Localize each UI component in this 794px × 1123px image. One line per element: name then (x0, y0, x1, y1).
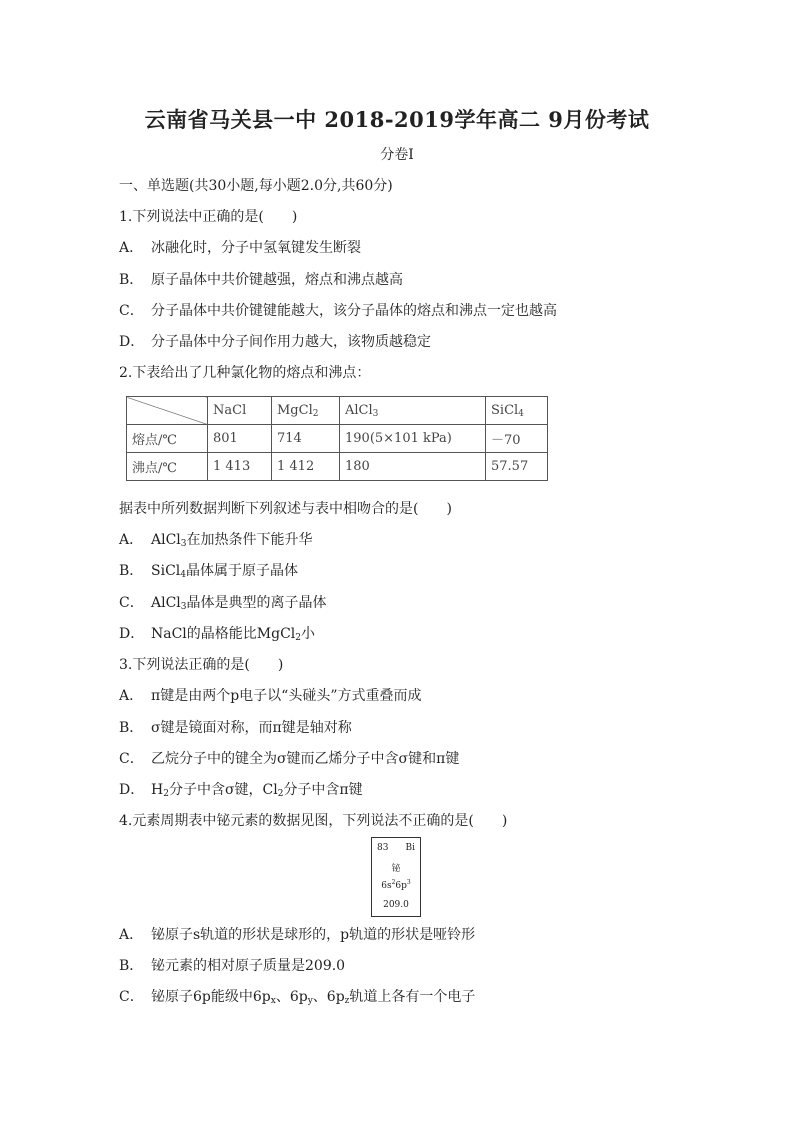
table-cell: 190(5×101 kPa) (340, 425, 486, 453)
q1-option-a: A． 冰融化时，分子中氢氧键发生断裂 (119, 240, 361, 256)
q4-option-b: B． 铋元素的相对原子质量是209.0 (119, 958, 346, 974)
table-row (127, 425, 548, 453)
table-cell: 714 (272, 425, 340, 453)
table-cell: 57.57 (486, 453, 548, 481)
q2-stem: 2.下表给出了几种氯化物的熔点和沸点： (119, 365, 371, 381)
element-name: 铋 (391, 864, 401, 874)
q3-option-d: D． $H_2$分子中含σ键，$Cl_2$分子中含π键 (119, 782, 363, 799)
table-header-cell: AlCl$_3$ (340, 397, 486, 425)
q3-stem: 3.下列说法正确的是( ) (119, 657, 284, 673)
exam-subtitle: 分卷I (380, 147, 414, 163)
element-symbol: Bi (405, 843, 415, 853)
table-cell: 1 413 (208, 453, 272, 481)
table-cell: －70 (486, 425, 548, 453)
chloride-table (126, 396, 548, 481)
exam-title: 云南省马关县一中 2018-2019学年高二 9月份考试 (144, 107, 650, 132)
q4-option-a: A． 铋原子s轨道的形状是球形的，p轨道的形状是哑铃形 (119, 927, 476, 943)
q2-stem-judge: 据表中所列数据判断下列叙述与表中相吻合的是( ) (119, 501, 452, 517)
table-corner-cell (127, 397, 208, 425)
q2-option-c: C． AlCl$_3$晶体是典型的离子晶体 (119, 595, 327, 612)
element-atomic-mass: 209.0 (383, 900, 409, 910)
section-heading: 一、单选题(共30小题,每小题2.0分,共60分) (119, 178, 393, 194)
table-row-label: 熔点/℃ (127, 425, 208, 453)
q4-option-c: C． 铋原子6p能级中$6p_x$、$6p_y$、$6p_z$轨道上各有一个电子 (119, 989, 476, 1006)
q3-option-c: C． 乙烷分子中的键全为σ键而乙烯分子中含σ键和π键 (119, 751, 460, 767)
q2-option-a: A． AlCl$_3$在加热条件下能升华 (119, 532, 313, 549)
q1-option-b: B． 原子晶体中共价键越强，熔点和沸点越高 (119, 272, 403, 288)
table-cell: 801 (208, 425, 272, 453)
table-header-cell: MgCl$_2$ (272, 397, 340, 425)
table-header-cell: NaCl (208, 397, 272, 425)
q3-option-a: A． π键是由两个p电子以“头碰头”方式重叠而成 (119, 688, 422, 704)
table-row-label: 沸点/℃ (127, 453, 208, 481)
q4-stem: 4.元素周期表中铋元素的数据见图，下列说法不正确的是( ) (119, 813, 508, 829)
q1-stem: 1.下列说法中正确的是( ) (119, 209, 298, 225)
element-atomic-number: 83 (377, 843, 389, 853)
table-cell: 1 412 (272, 453, 340, 481)
q1-option-d: D． 分子晶体中分子间作用力越大，该物质越稳定 (119, 334, 431, 350)
table-header-cell: SiCl$_4$ (486, 397, 548, 425)
element-electron-config: $6s^26p^3$ (381, 879, 411, 891)
table-header-row (127, 397, 548, 425)
bismuth-element-card (371, 837, 421, 917)
q3-option-b: B． σ键是镜面对称，而π键是轴对称 (119, 720, 352, 736)
q2-option-d: D． NaCl的晶格能比MgCl$_2$小 (119, 626, 316, 643)
q2-option-b: B． SiCl$_4$晶体属于原子晶体 (119, 563, 298, 580)
q1-option-c: C． 分子晶体中共价键键能越大，该分子晶体的熔点和沸点一定也越高 (119, 303, 557, 319)
table-cell: 180 (340, 453, 486, 481)
table-row (127, 453, 548, 481)
